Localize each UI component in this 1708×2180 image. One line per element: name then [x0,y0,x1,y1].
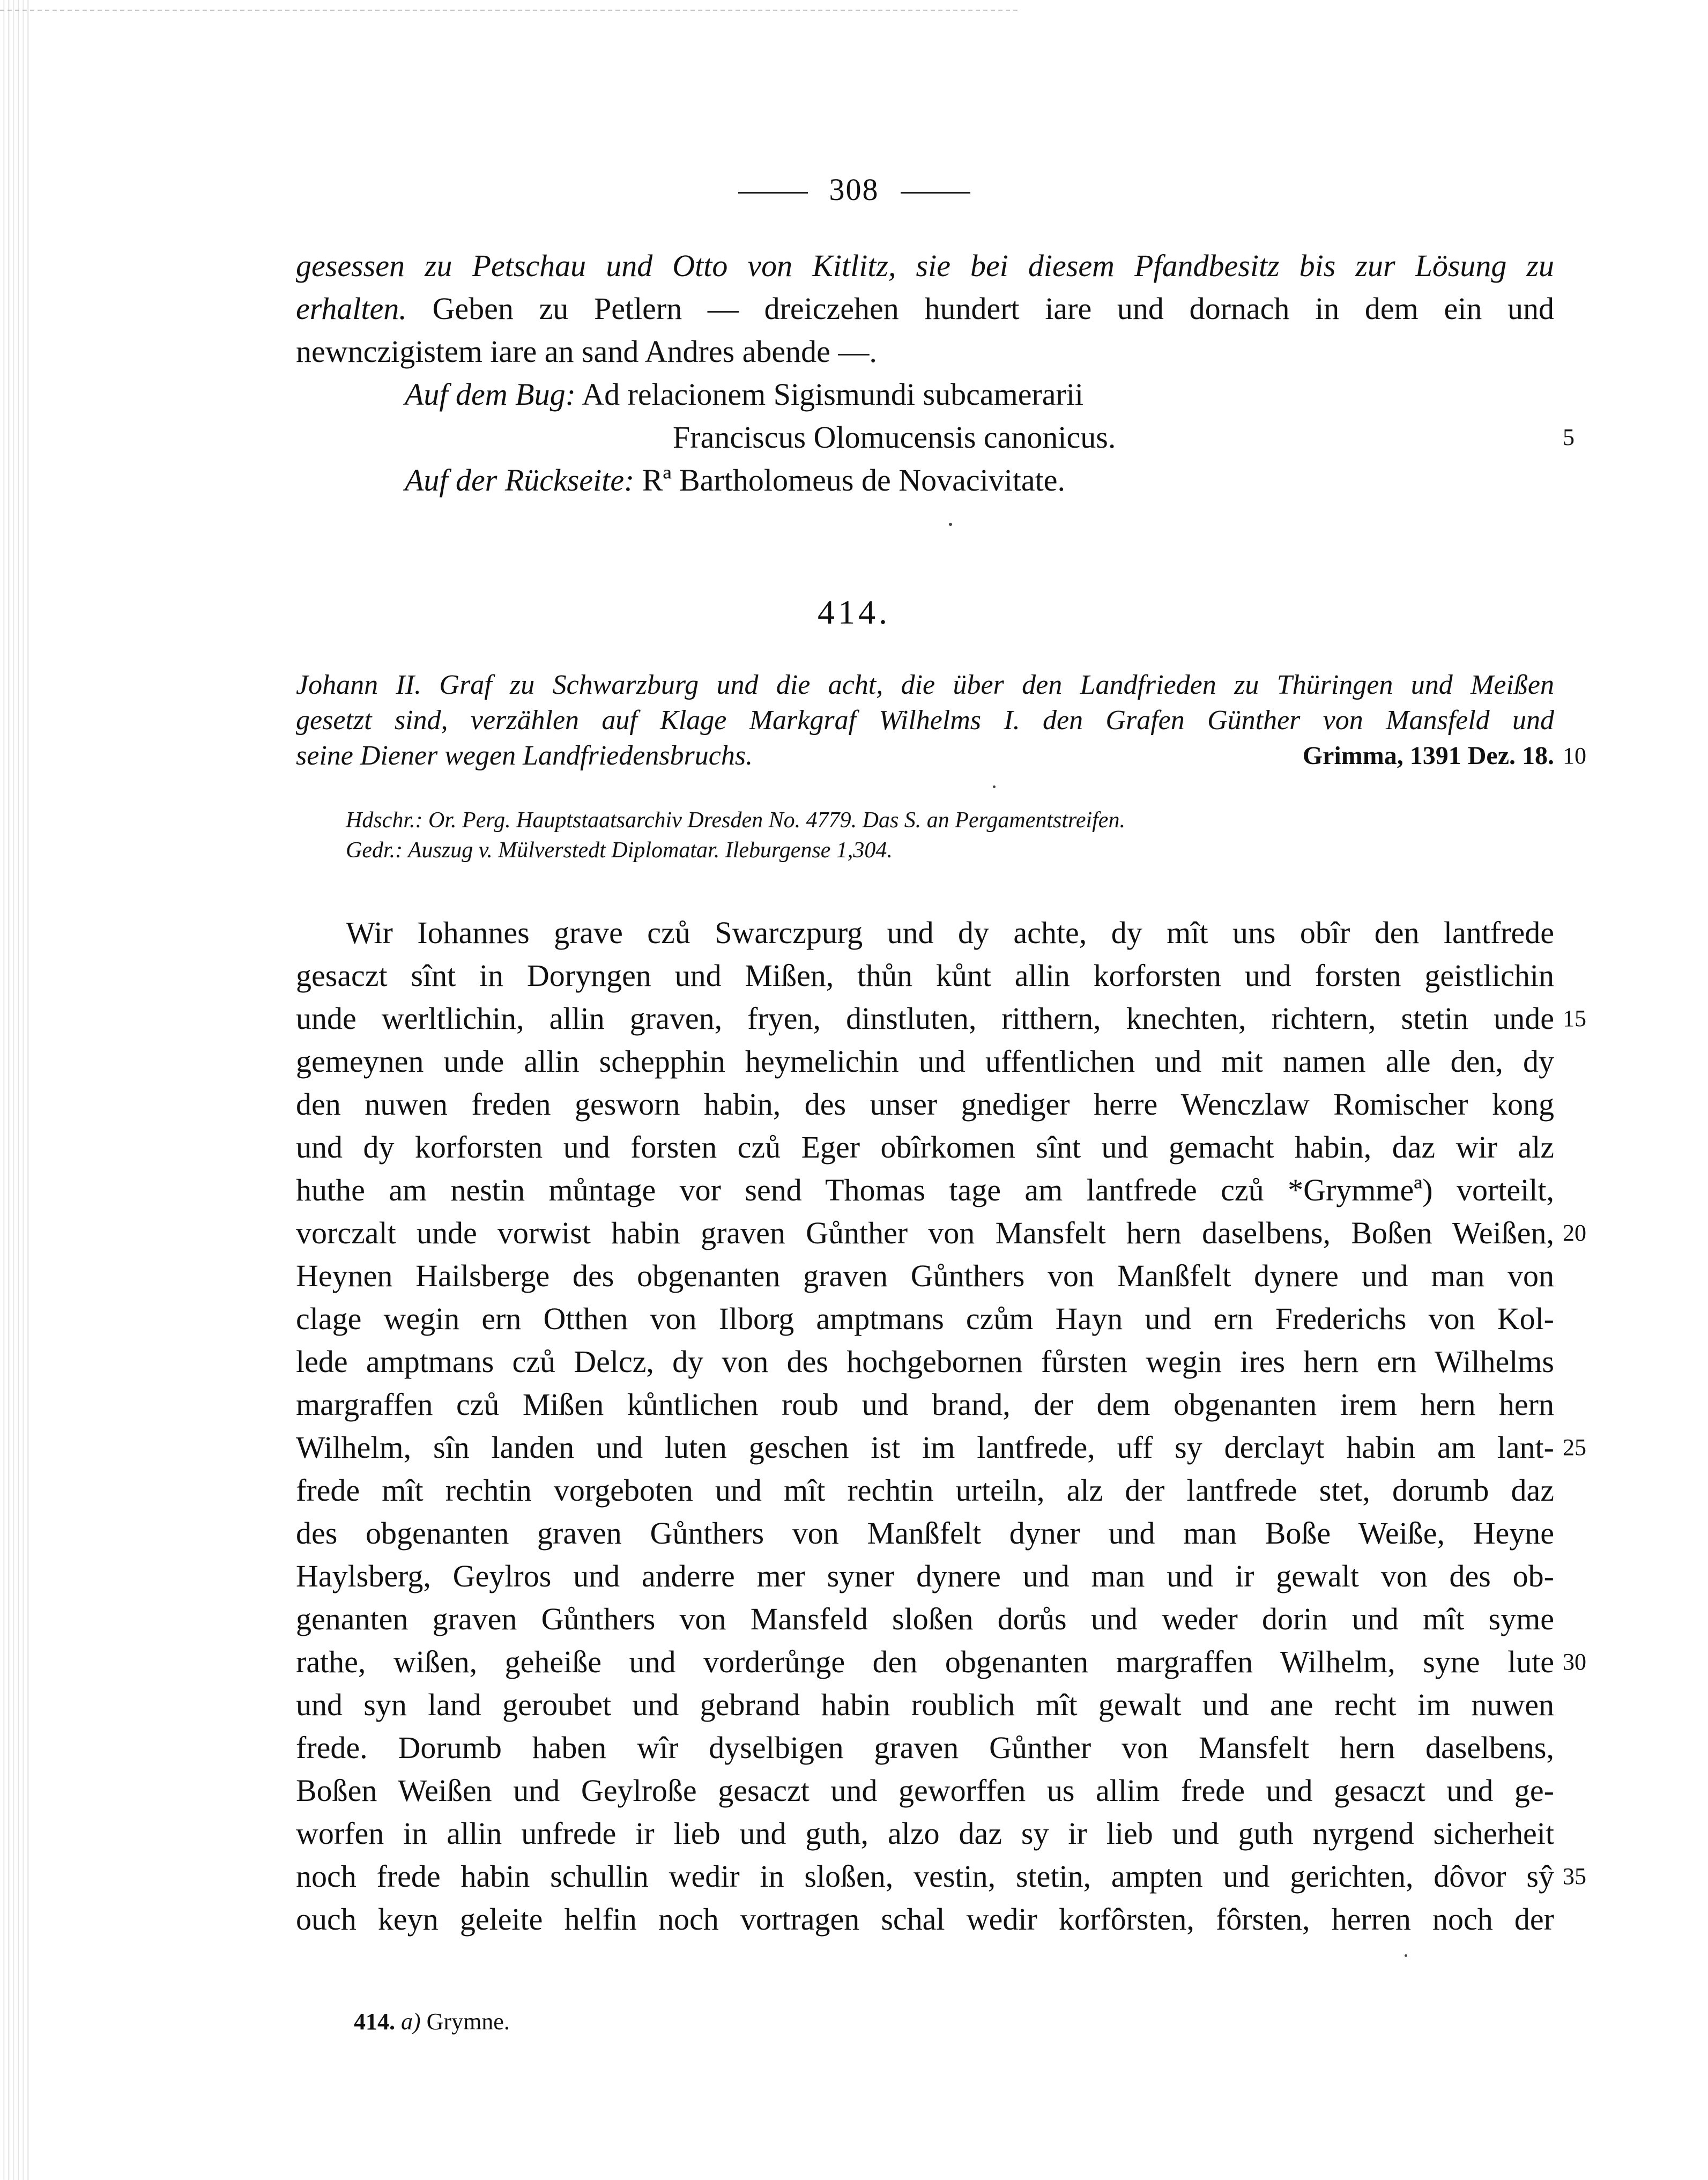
text-line-14: frede mît rechtin vorgeboten und mît rechtin urteiln, alz der lantfrede stet, dorumb daz [296,1473,1554,1508]
text-line-6: und dy korforsten und forsten czů Eger obîrkomen sînt und gemacht habin, daz wir alz [296,1130,1554,1165]
footnote [354,2008,510,2035]
regest-line-1: Johann II. Graf zu Schwarzburg und die acht, die über den Landfrieden zu Thüringen und Meißen [296,670,1554,700]
text-line-5: den nuwen freden gesworn habin, des unser gnediger herre Wenczlaw Romischer kong [296,1087,1554,1122]
text-line-11: lede amptmans czů Delcz, dy von des hochgebornen fůrsten wegin ires hern ern Wilhelms [296,1344,1554,1379]
text-line-4: gemeynen unde allin schepphin heymelichin und uffentlichen und mit namen alle den, dy [296,1044,1554,1079]
text-line-16: Haylsberg, Geylros und anderre mer syner dynere und man und ir gewalt von des ob- [296,1559,1554,1593]
regest-line-3 [296,738,1554,774]
text-line-7: huthe am nestin můntage vor send Thomas tage am lantfrede czů *Grymmeª) vorteilt, [296,1173,1554,1207]
text-line-2: gesaczt sînt in Doryngen und Mißen, thůn kůnt allin korforsten und forsten geistlichin [296,958,1554,993]
regest-line-2: gesetzt sind, verzählen auf Klage Markgraf Wilhelms I. den Grafen Günther von Mansfeld und [296,705,1554,736]
text-line-15: des obgenanten graven Gůnthers von Manßfelt dyner und man Boße Weiße, Heyne [296,1516,1554,1551]
document-number: 414. [818,593,890,631]
prev-doc-line-3: newnczigistem iare an sand Andres abende —. [296,334,877,369]
scan-binding-edge [0,0,32,2180]
bug-note [405,373,1083,416]
text-line-18: rathe, wißen, geheiße und vorderůnge den obgenanten margraffen Wilhelm, syne lute [296,1644,1554,1679]
footnote-ref: 414. [354,2008,395,2035]
dateline: Grimma, 1391 Dez. 18. [1302,742,1554,770]
regest-line-3-text: seine Diener wegen Landfriedensbruchs. [296,740,753,771]
text-line-9: Heynen Hailsberge des obgenanten graven Gůnthers von Manßfelt dynere und man von [296,1258,1554,1293]
line-number-15: 15 [1563,1005,1586,1032]
footnote-mark: a) [401,2008,421,2035]
line-number-25: 25 [1563,1434,1586,1460]
text-line-20: frede. Dorumb haben wîr dyselbigen graven Gůnther von Mansfelt hern daselbens, [296,1730,1554,1765]
prev-doc-line-2 [296,287,1554,330]
text-line-10: clage wegin ern Otthen von Ilborg amptmans czům Hayn und ern Frederichs von Kol- [296,1301,1554,1336]
scan-speck [949,523,952,526]
line-number-30: 30 [1563,1649,1586,1675]
text-line-3: unde werltlichin, allin graven, fryen, dinstluten, ritthern, knechten, richtern, stetin unde [296,1001,1554,1036]
rueckseite-text: Rª Bartholomeus de Novacivitate. [642,463,1066,498]
bug-text: Ad relacionem Sigismundi subcamerarii [582,377,1084,412]
prev-doc-line-2-italic: erhalten. [296,291,407,326]
scan-speck [993,785,996,788]
text-line-23: noch frede habin schullin wedir in sloßen, vestin, stetin, ampten und gerichten, dôvor sŷ [296,1859,1554,1894]
print-info: Gedr.: Auszug v. Mülverstedt Diplomatar. Ileburgense 1,304. [346,838,893,863]
text-line-21: Boßen Weißen und Geylroße gesaczt und geworffen us allim frede und gesaczt und ge- [296,1773,1554,1808]
prev-doc-line-2-rest: Geben zu Petlern — dreiczehen hundert iare und dornach in dem ein und [432,291,1555,326]
text-line-1: Wir Iohannes grave czů Swarczpurg und dy achte, dy mît uns obîr den lantfrede [346,915,1554,950]
text-line-22: worfen in allin unfrede ir lieb und guth, alzo daz sy ir lieb und guth nyrgend sicherheit [296,1816,1554,1851]
bug-label: Auf dem Bug: [405,377,576,412]
header-dash-left [738,192,808,194]
page-header [0,172,1708,207]
prev-doc-line-1: gesessen zu Petschau und Otto von Kitlitz, sie bei diesem Pfandbesitz bis zur Lösung zu [296,248,1554,283]
line-number-35: 35 [1563,1863,1586,1889]
rueckseite-label: Auf der Rückseite: [405,463,635,498]
text-line-17: genanten graven Gůnthers von Mansfeld sloßen dorůs und weder dorin und mît syme [296,1601,1554,1636]
manuscript-info: Hdschr.: Or. Perg. Hauptstaatsarchiv Dresden No. 4779. Das S. an Pergamentstreifen. [346,808,1125,833]
text-line-24: ouch keyn geleite helfin noch vortragen schal wedir korfôrsten, fôrsten, herren noch der [296,1902,1554,1937]
text-line-13: Wilhelm, sîn landen und luten geschen ist im lantfrede, uff sy derclayt habin am lant- [296,1430,1554,1465]
scan-speck [1405,1954,1407,1957]
rueckseite-note [405,459,1065,502]
text-line-8: vorczalt unde vorwist habin graven Gůnther von Mansfelt hern daselbens, Boßen Weißen, [296,1215,1554,1250]
header-dash-right [901,192,970,194]
line-number-5: 5 [1563,424,1575,450]
page-number: 308 [829,172,879,207]
text-line-12: margraffen czů Mißen kůntlichen roub und brand, der dem obgenanten irem hern hern [296,1387,1554,1422]
footnote-text: Grymne. [426,2008,510,2035]
line-number-10: 10 [1563,743,1586,769]
text-line-19: und syn land geroubet und gebrand habin roublich mît gewalt und ane recht im nuwen [296,1687,1554,1722]
line-number-20: 20 [1563,1220,1586,1246]
scan-top-edge [0,10,1019,11]
bug-text-2: Franciscus Olomucensis canonicus. [673,420,1116,455]
